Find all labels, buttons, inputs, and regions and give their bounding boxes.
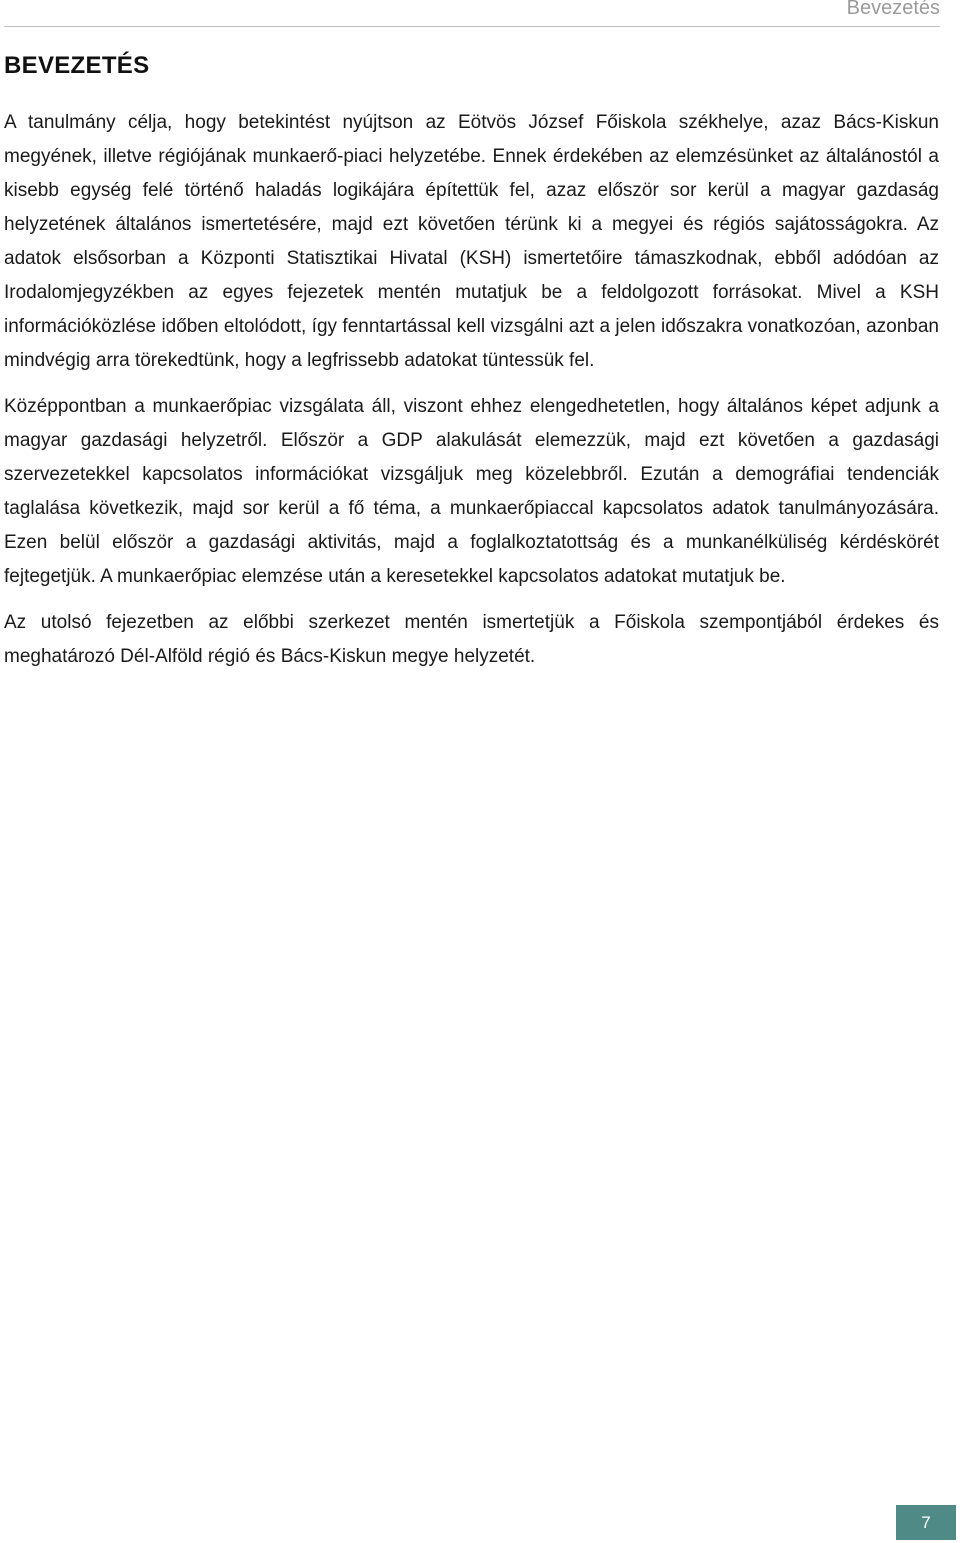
running-header-title: Bevezetés	[846, 0, 940, 19]
running-header	[4, 0, 940, 27]
paragraph-intro: A tanulmány célja, hogy betekintést nyújtson az Eötvös József Főiskola székhelye, azaz Bács-Kiskun megyének, illetve régiójának munkaerő-piaci helyzetébe. Ennek érdekében az elemzésünket az általánostól a kisebb egység felé történő haladás logikájára építettük fel, azaz először sor kerül a magyar gazdaság helyzetének általános ismertetésére, majd ezt követően térünk ki a megyei és régiós sajátosságokra. Az adatok elsősorban a Központi Statisztikai Hivatal (KSH) ismertetőire támaszkodnak, ebből adódóan az Irodalomjegyzékben az egyes fejezetek mentén mutatjuk be a feldolgozott forrásokat. Mivel a KSH információközlése időben eltolódott, így fenntartással kell vizsgálni azt a jelen időszakra vonatkozóan, azonban mindvégig arra törekedtünk, hogy a legfrissebb adatokat tüntessük fel.	[4, 112, 939, 371]
page-number: 7	[921, 1513, 931, 1532]
body-text	[4, 106, 939, 686]
section-heading: BEVEZETÉS	[4, 52, 150, 79]
paragraph-final-chapter: Az utolsó fejezetben az előbbi szerkezet mentén ismertetjük a Főiskola szempontjából érdekes és meghatározó Dél-Alföld régió és Bács-Kiskun megye helyzetét.	[4, 612, 939, 667]
page-number-badge	[896, 1505, 956, 1540]
paragraph-focus: Középpontban a munkaerőpiac vizsgálata áll, viszont ehhez elengedhetetlen, hogy általános képet adjunk a magyar gazdasági helyzetről. Először a GDP alakulását elemezzük, majd ezt követően a gazdasági szervezetekkel kapcsolatos információkat vizsgáljuk meg közelebbről. Ezután a demográfiai tendenciák taglalása következik, majd sor kerül a fő téma, a munkaerőpiaccal kapcsolatos adatok tanulmányozására. Ezen belül először a gazdasági aktivitás, majd a foglalkoztatottság és a munkanélküliség kérdéskörét fejtegetjük. A munkaerőpiac elemzése után a keresetekkel kapcsolatos adatokat mutatjuk be.	[4, 396, 939, 587]
